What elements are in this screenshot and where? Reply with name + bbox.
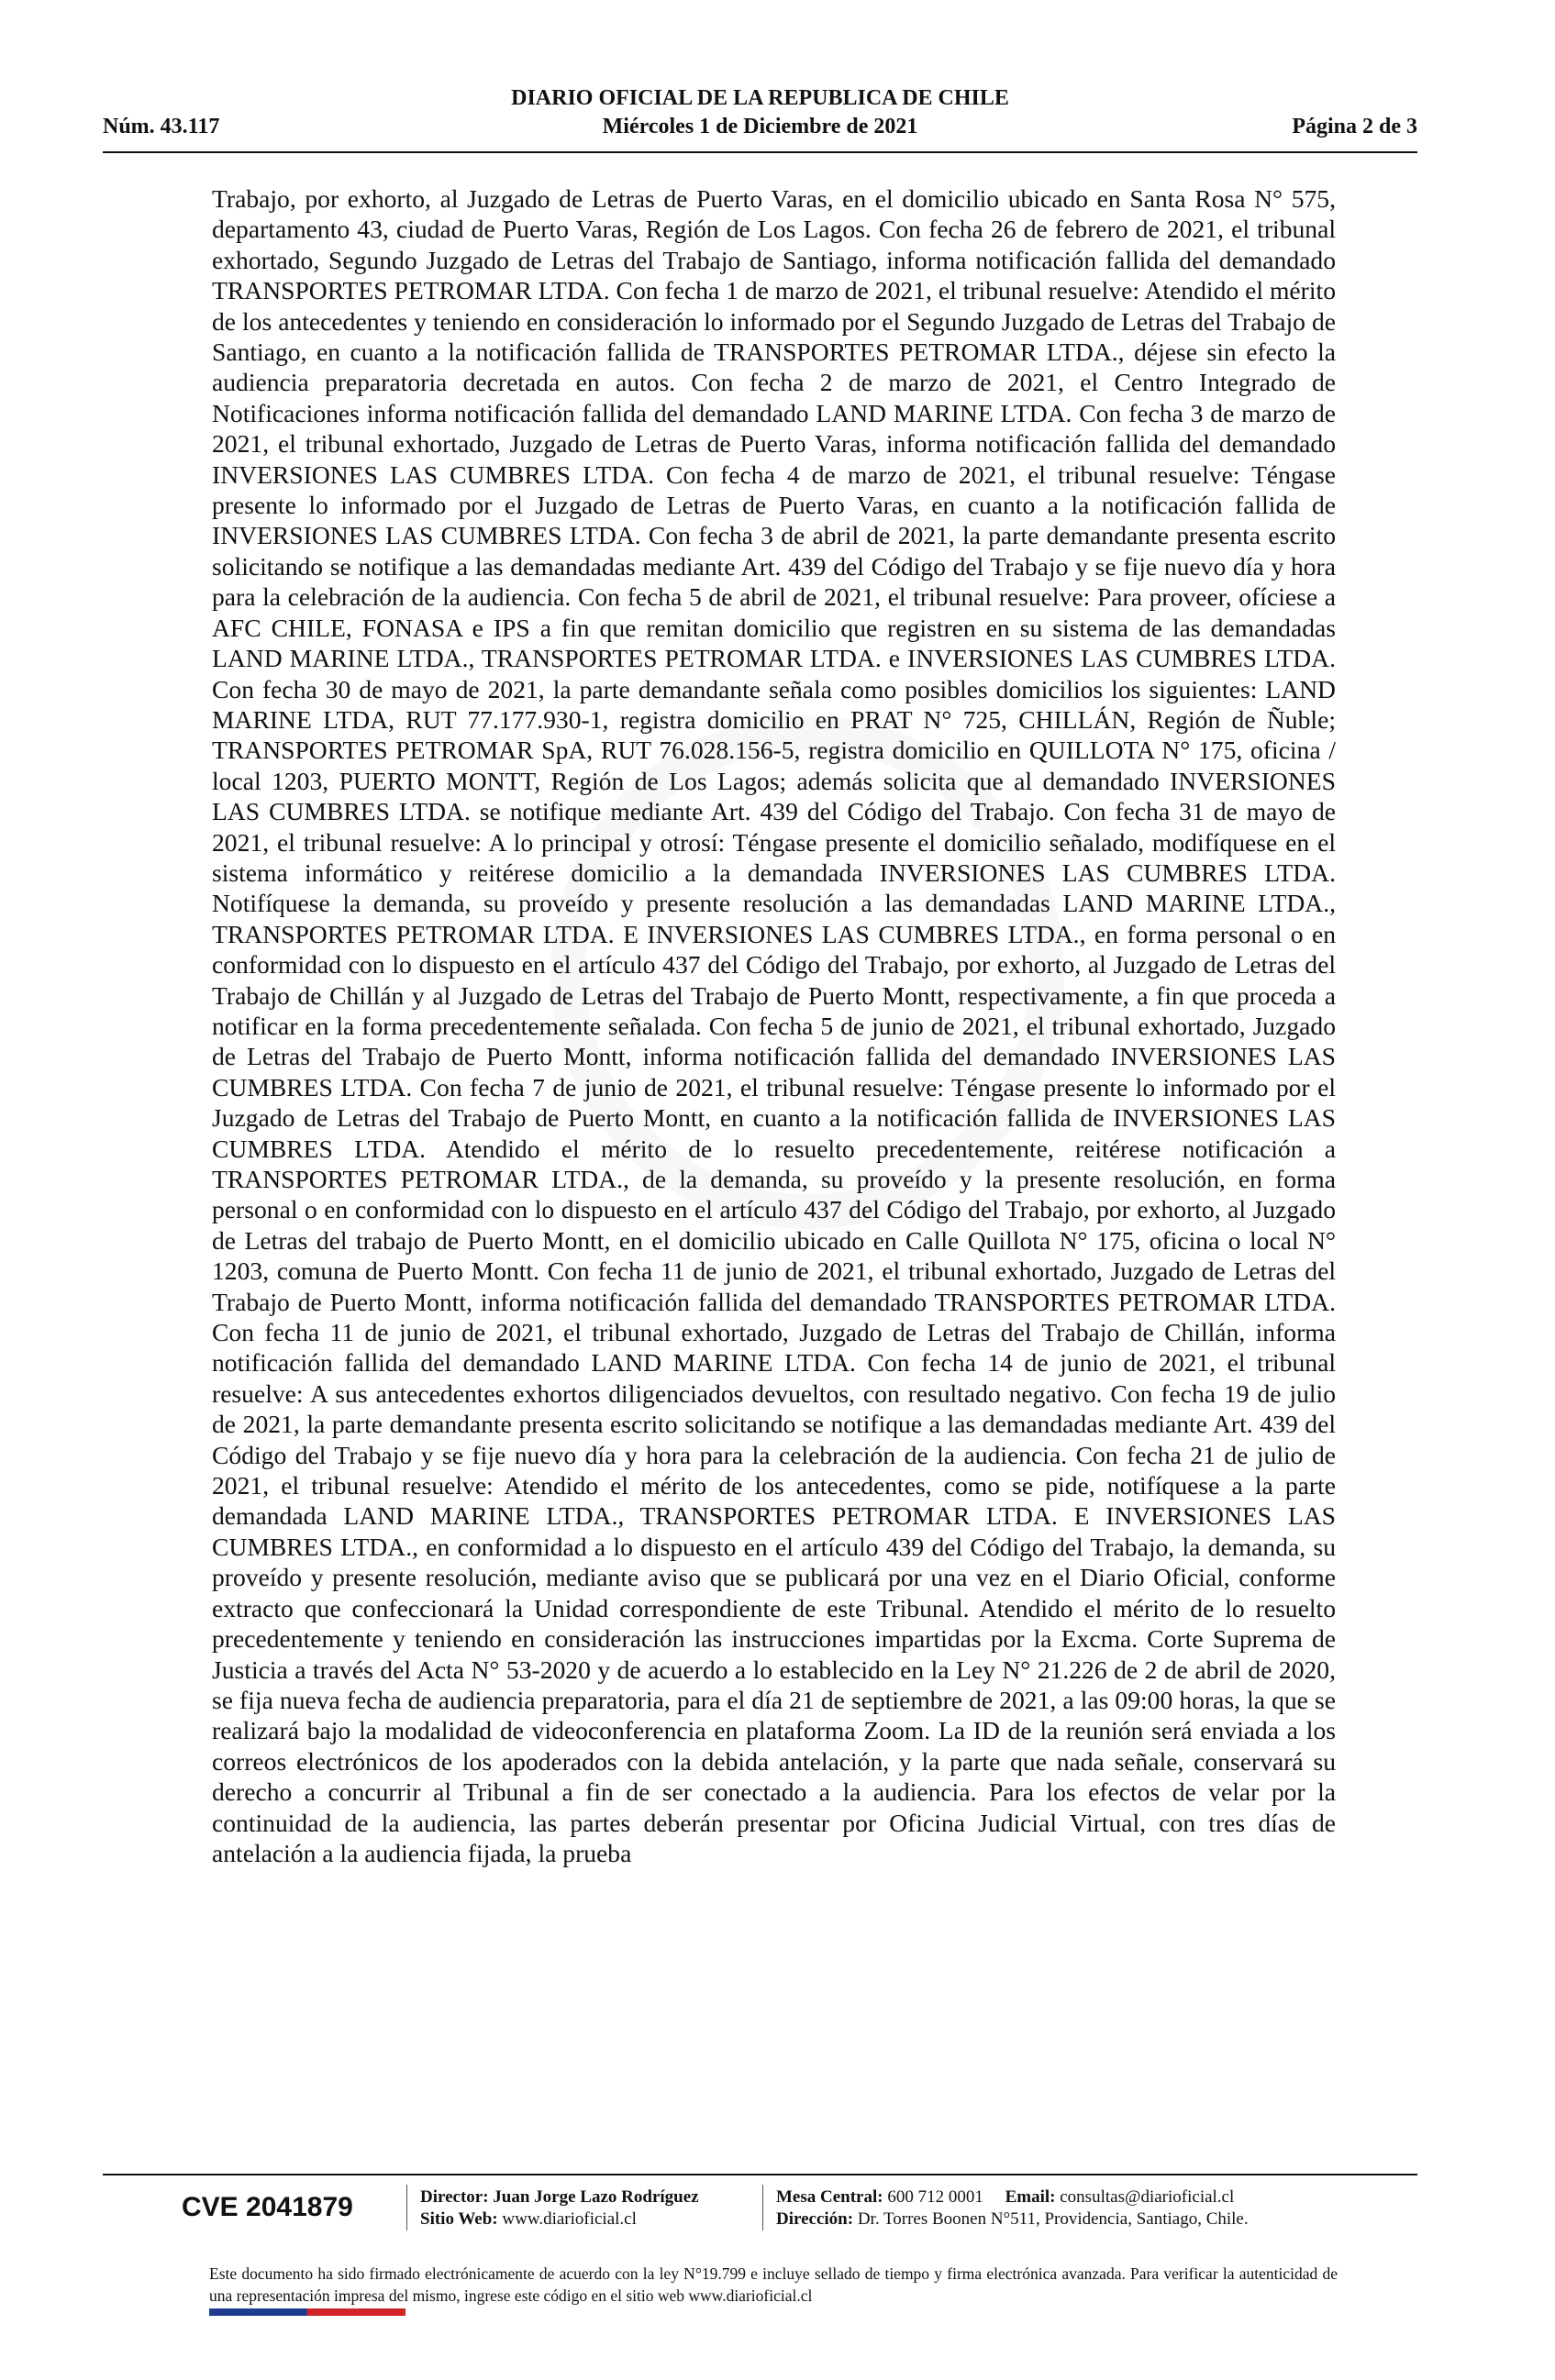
mesa-phone: 600 712 0001	[887, 2187, 983, 2207]
issue-date: Miércoles 1 de Diciembre de 2021	[602, 115, 918, 138]
page-number: Página 2 de 3	[1292, 115, 1417, 138]
email-label: Email:	[1005, 2187, 1056, 2207]
footer-director-block	[420, 2186, 699, 2231]
header-divider	[103, 151, 1417, 153]
footer-separator	[406, 2185, 407, 2231]
web-label: Sitio Web:	[420, 2209, 498, 2229]
issue-number: Núm. 43.117	[103, 115, 220, 138]
director-label: Director:	[420, 2187, 489, 2207]
address-label: Dirección:	[776, 2209, 854, 2229]
article-paragraph: Trabajo, por exhorto, al Juzgado de Letras de Puerto Varas, en el domicilio ubicado en Santa Rosa N° 575, departamento 43, ciudad de Puerto Varas, Región de Los Lagos. Con fecha 26 de febrero de 2021, el tribunal exhortado, Segundo Juzgado de Letras del Trabajo de Santiago, informa notificación fallida del demandado TRANSPORTES PETROMAR LTDA. Con fecha 1 de marzo de 2021, el tribunal resuelve: Atendido el mérito de los antecedentes y teniendo en consideración lo informado por el Segundo Juzgado de Letras del Trabajo de Santiago, en cuanto a la notificación fallida de TRANSPORTES PETROMAR LTDA., déjese sin efecto la audiencia preparatoria decretada en autos. Con fecha 2 de marzo de 2021, el Centro Integrado de Notificaciones informa notificación fallida del demandado LAND MARINE LTDA. Con fecha 3 de marzo de 2021, el tribunal exhortado, Juzgado de Letras de Puerto Varas, informa notificación fallida del demandado INVERSIONES LAS CUMBRES LTDA. Con fecha 4 de marzo de 2021, el tribunal resuelve: Téngase presente lo informado por el Juzgado de Letras de Puerto Varas, en cuanto a la notificación fallida de INVERSIONES LAS CUMBRES LTDA. Con fecha 3 de abril de 2021, la parte demandante presenta escrito solicitando se notifique a las demandadas mediante Art. 439 del Código del Trabajo y se fije nuevo día y hora para la celebración de la audiencia. Con fecha 5 de abril de 2021, el tribunal resuelve: Para proveer, ofíciese a AFC CHILE, FONASA e IPS a fin que remitan domicilio que registren en su sistema de las demandadas LAND MARINE LTDA., TRANSPORTES PETROMAR LTDA. e INVERSIONES LAS CUMBRES LTDA. Con fecha 30 de mayo de 2021, la parte demandante señala como posibles domicilios los siguientes: LAND MARINE LTDA, RUT 77.177.930-1, registra domicilio en PRAT N° 725, CHILLÁN, Región de Ñuble; TRANSPORTES PETROMAR SpA, RUT 76.028.156-5, registra domicilio en QUILLOTA N° 175, oficina / local 1203, PUERTO MONTT, Región de Los Lagos; además solicita que al demandado INVERSIONES LAS CUMBRES LTDA. se notifique mediante Art. 439 del Código del Trabajo. Con fecha 31 de mayo de 2021, el tribunal resuelve: A lo principal y otrosí: Téngase presente el domicilio señalado, modifíquese en el sistema informático y reitérese domicilio a la demandada INVERSIONES LAS CUMBRES LTDA. Notifíquese la demanda, su proveído y presente resolución a las demandadas LAND MARINE LTDA., TRANSPORTES PETROMAR LTDA. E INVERSIONES LAS CUMBRES LTDA., en forma personal o en conformidad con lo dispuesto en el artículo 437 del Código del Trabajo, por exhorto, al Juzgado de Letras del Trabajo de Chillán y al Juzgado de Letras del Trabajo de Puerto Montt, respectivamente, a fin que proceda a notificar en la forma precedentemente señalada. Con fecha 5 de junio de 2021, el tribunal exhortado, Juzgado de Letras del Trabajo de Puerto Montt, informa notificación fallida del demandado INVERSIONES LAS CUMBRES LTDA. Con fecha 7 de junio de 2021, el tribunal resuelve: Téngase presente lo informado por el Juzgado de Letras del Trabajo de Puerto Montt, en cuanto a la notificación fallida de INVERSIONES LAS CUMBRES LTDA. Atendido el mérito de lo resuelto precedentemente, reitérese notificación a TRANSPORTES PETROMAR LTDA., de la demanda, su proveído y la presente resolución, en forma personal o en conformidad con lo dispuesto en el artículo 437 del Código del Trabajo, por exhorto, al Juzgado de Letras del trabajo de Puerto Montt, en el domicilio ubicado en Calle Quillota N° 175, oficina o local N° 1203, comuna de Puerto Montt. Con fecha 11 de junio de 2021, el tribunal exhortado, Juzgado de Letras del Trabajo de Puerto Montt, informa notificación fallida del demandado TRANSPORTES PETROMAR LTDA. Con fecha 11 de junio de 2021, el tribunal exhortado, Juzgado de Letras del Trabajo de Chillán, informa notificación fallida del demandado LAND MARINE LTDA. Con fecha 14 de junio de 2021, el tribunal resuelve: A sus antecedentes exhortos diligenciados devueltos, con resultado negativo. Con fecha 19 de julio de 2021, la parte demandante presenta escrito solicitando se notifique a las demandadas mediante Art. 439 del Código del Trabajo y se fije nuevo día y hora para la celebración de la audiencia. Con fecha 21 de julio de 2021, el tribunal resuelve: Atendido el mérito de los antecedentes, como se pide, notifíquese a la parte demandada LAND MARINE LTDA., TRANSPORTES PETROMAR LTDA. E INVERSIONES LAS CUMBRES LTDA., en conformidad a lo dispuesto en el artículo 439 del Código del Trabajo, la demanda, su proveído y presente resolución, mediante aviso que se publicará por una vez en el Diario Oficial, conforme extracto que confeccionará la Unidad correspondiente de este Tribunal. Atendido el mérito de lo resuelto precedentemente y teniendo en consideración las instrucciones impartidas por la Excma. Corte Suprema de Justicia a través del Acta N° 53-2020 y de acuerdo a lo establecido en la Ley N° 21.226 de 2 de abril de 2020, se fija nueva fecha de audiencia preparatoria, para el día 21 de septiembre de 2021, a las 09:00 horas, la que se realizará bajo la modalidad de videoconferencia en plataforma Zoom. La ID de la reunión será enviada a los correos electrónicos de los apoderados con la debida antelación, y la parte que nada señale, conservará su derecho a concurrir al Tribunal a fin de ser conectado a la audiencia. Para los efectos de velar por la continuidad de la audiencia, las partes deberán presentar por Oficina Judicial Virtual, con tres días de antelación a la audiencia fijada, la prueba	[212, 184, 1336, 1867]
page-header	[103, 84, 1417, 153]
web-link[interactable]: www.diarioficial.cl	[502, 2209, 637, 2229]
footer-contact-block	[776, 2186, 1249, 2231]
footer-separator	[762, 2185, 763, 2231]
address-value: Dr. Torres Boonen N°511, Providencia, Santiago, Chile.	[857, 2209, 1249, 2229]
cve-code: CVE 2041879	[182, 2192, 353, 2222]
mesa-label: Mesa Central:	[776, 2187, 883, 2207]
director-name: Juan Jorge Lazo Rodríguez	[493, 2187, 699, 2207]
flag-stripe-red	[307, 2308, 405, 2316]
header-center	[103, 84, 1417, 141]
legal-notice: Este documento ha sido firmado electrónicamente de acuerdo con la ley N°19.799 e incluye sellado de tiempo y firma electrónica avanzada. Para verificar la autenticidad de una representación impresa del mismo, ingrese este código en el sitio web www.diarioficial.cl	[209, 2264, 1338, 2305]
newspaper-title: DIARIO OFICIAL DE LA REPUBLICA DE CHILE	[511, 86, 1009, 110]
article-body	[212, 183, 1336, 1868]
footer-divider	[103, 2174, 1417, 2175]
flag-stripe-blue	[209, 2308, 307, 2316]
email-link[interactable]: consultas@diarioficial.cl	[1060, 2187, 1235, 2207]
